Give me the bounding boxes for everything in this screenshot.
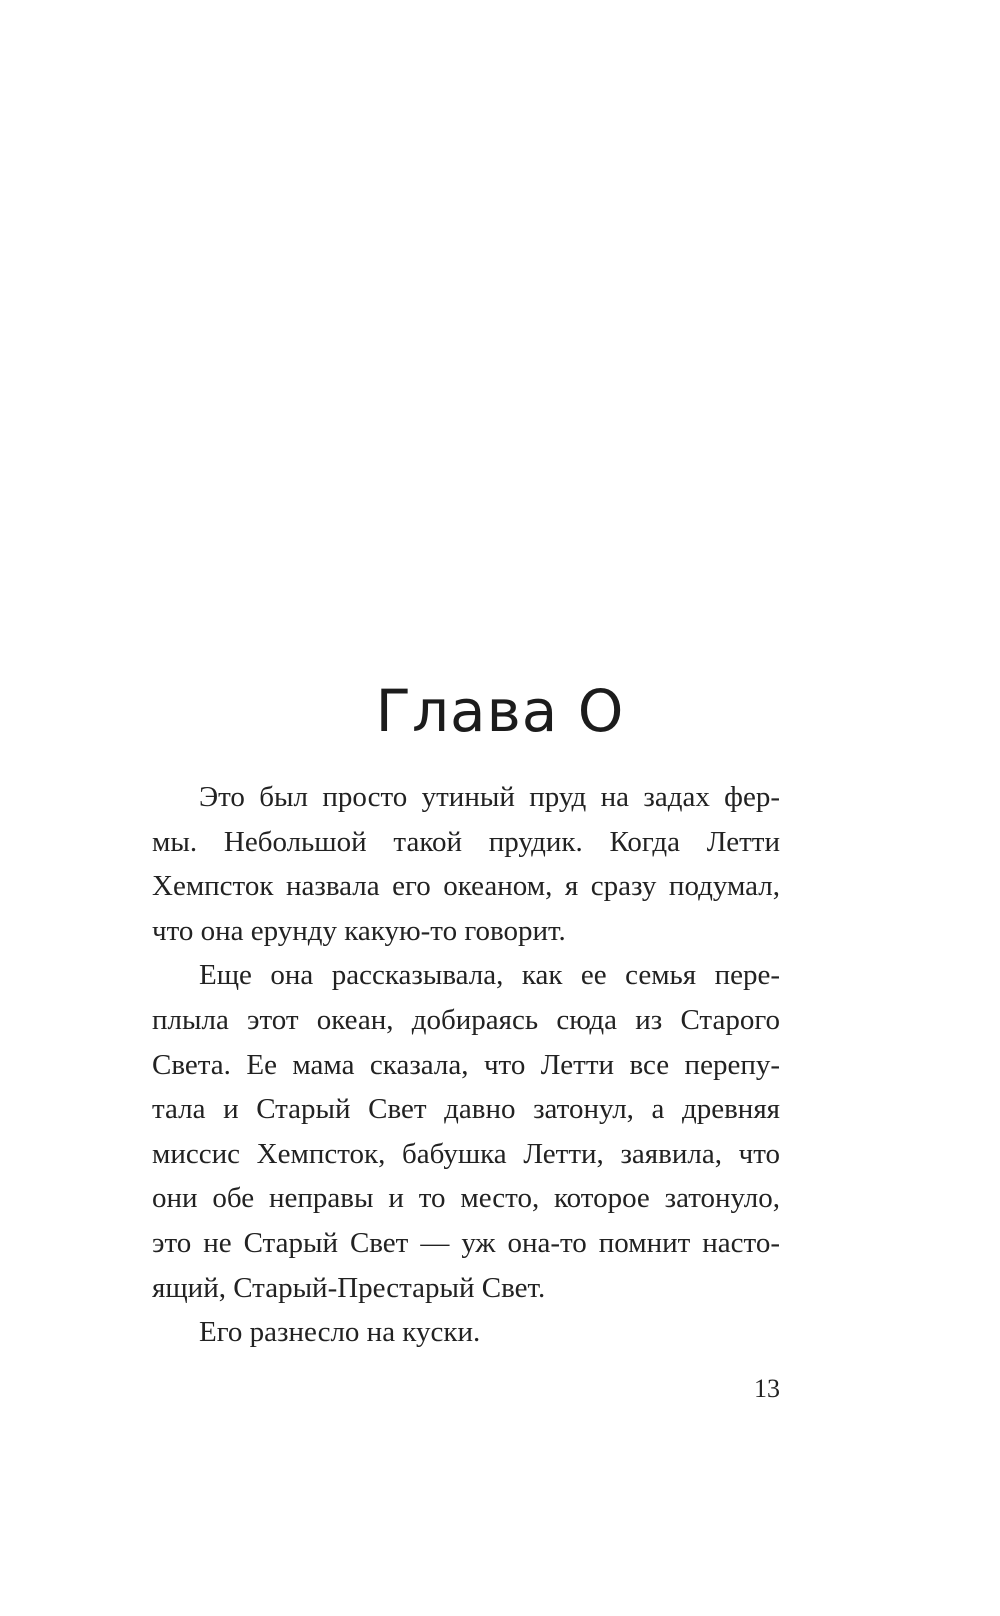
text-line: мы. Небольшой такой прудик. Когда Летти: [152, 825, 780, 858]
text-line: миссис Хемпсток, бабушка Летти, заявила, что: [152, 1137, 780, 1170]
text-line: Хемпсток назвала его океаном, я сразу подумал,: [152, 870, 780, 903]
body-text: [152, 775, 780, 1355]
text-line: они обе неправы и то место, которое затонуло,: [152, 1182, 780, 1215]
chapter-title: Глава О: [375, 677, 625, 745]
text-line: Света. Ее мама сказала, что Летти все перепу-: [152, 1048, 780, 1081]
text-line: что она ерунду какую-то говорит.: [152, 914, 566, 947]
text-line: плыла этот океан, добираясь сюда из Старого: [152, 1003, 780, 1036]
text-line: ящий, Старый-Престарый Свет.: [152, 1271, 546, 1304]
text-line: Это был просто утиный пруд на задах фер-: [199, 781, 780, 813]
page-number: 13: [754, 1374, 780, 1403]
text-line: Еще она рассказывала, как ее семья пере-: [199, 959, 780, 992]
text-line: Его разнесло на куски.: [199, 1316, 481, 1349]
text-line: это не Старый Свет — уж она-то помнит насто-: [152, 1226, 780, 1259]
text-line: тала и Старый Свет давно затонул, а древняя: [152, 1093, 780, 1126]
